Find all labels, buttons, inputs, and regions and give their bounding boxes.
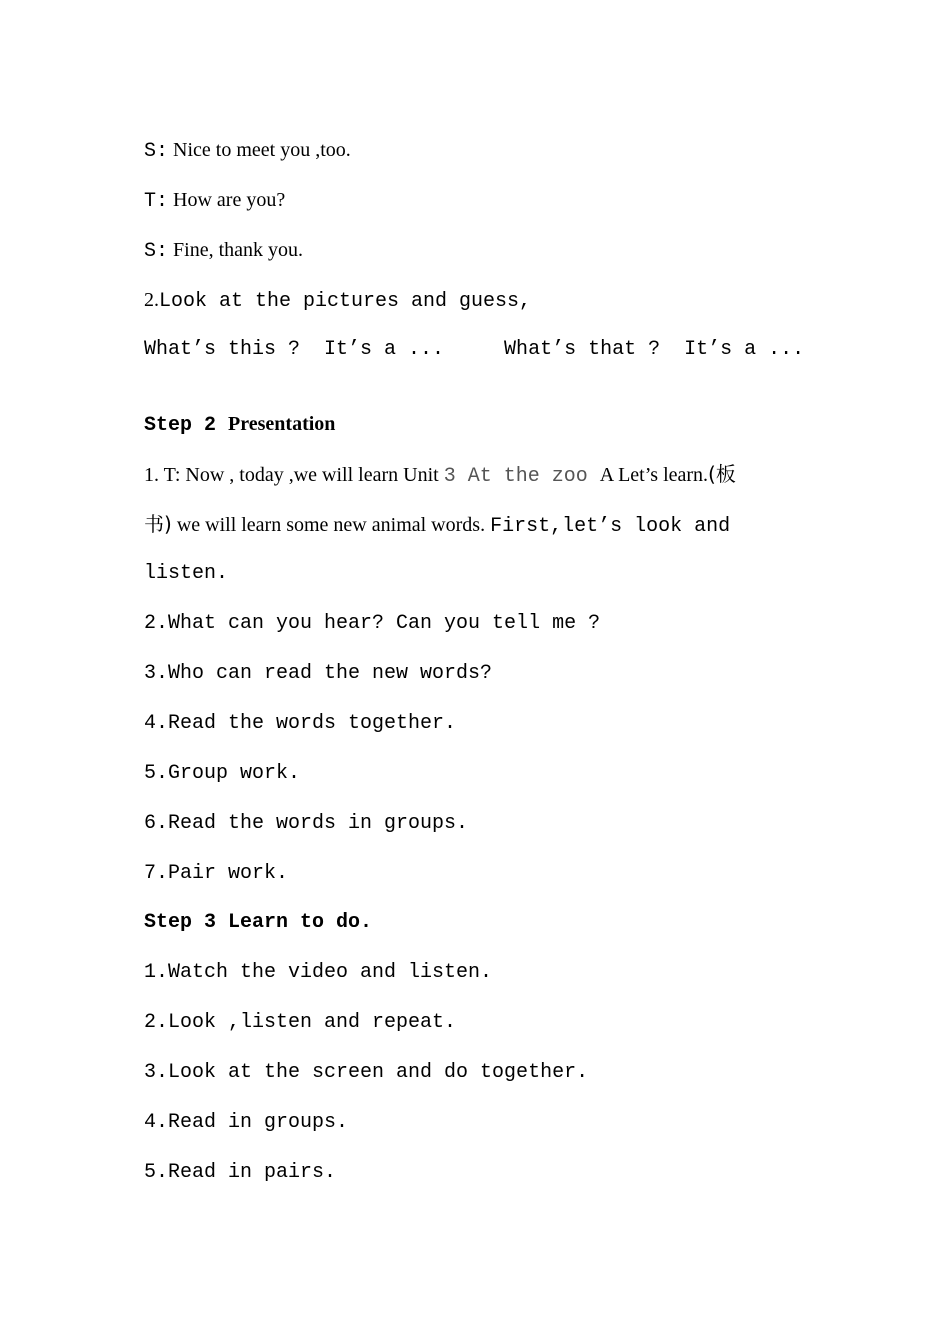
- item-text: 1. T: Now , today ,we will learn Unit: [144, 464, 444, 486]
- speaker-label: S:: [144, 240, 169, 263]
- item-text: we will learn some new animal words.: [171, 514, 491, 536]
- step2-item-1-line-2: [144, 511, 806, 540]
- chinese-note: 书): [144, 512, 172, 536]
- step2-item: 6.Read the words in groups.: [144, 812, 469, 835]
- guess-sentences: What’s this ? It’s a ... What’s that ? It’s a ...: [144, 338, 805, 361]
- step2-item: 3.Who can read the new words?: [144, 662, 493, 685]
- step3-item: 3.Look at the screen and do together.: [144, 1061, 589, 1084]
- step3-heading: Step 3 Learn to do.: [144, 911, 373, 934]
- dialogue-line: [144, 187, 806, 215]
- dialogue-text: Nice to meet you ,too.: [168, 139, 351, 161]
- item-number: 2.: [144, 289, 159, 311]
- guess-instruction: [144, 287, 806, 315]
- step2-item: 5.Group work.: [144, 762, 301, 785]
- step2-item: 4.Read the words together.: [144, 712, 457, 735]
- speaker-label: S:: [144, 140, 169, 163]
- step2-heading: [144, 411, 806, 439]
- item-text: A Let’s learn.: [599, 464, 709, 486]
- step-title: Presentation: [228, 413, 336, 435]
- chinese-note: (板: [708, 462, 736, 486]
- step3-item: 2.Look ,listen and repeat.: [144, 1011, 457, 1034]
- step-label: Step 2: [144, 414, 229, 437]
- step2-item: 7.Pair work.: [144, 862, 289, 885]
- dialogue-line: [144, 137, 806, 165]
- step3-item: 4.Read in groups.: [144, 1111, 349, 1134]
- speaker-label: T:: [144, 190, 169, 213]
- dialogue-line: [144, 237, 806, 265]
- item-text: First,let’s look and: [490, 515, 731, 538]
- step3-item: 5.Read in pairs.: [144, 1161, 337, 1184]
- step3-item: 1.Watch the video and listen.: [144, 961, 493, 984]
- item-text: Look at the pictures and guess,: [159, 290, 532, 313]
- dialogue-text: How are you?: [168, 189, 286, 211]
- step2-item-1-line-1: [144, 461, 806, 490]
- step2-item: 2.What can you hear? Can you tell me ?: [144, 612, 601, 635]
- step2-item-1-line-3: listen.: [144, 562, 229, 585]
- dialogue-text: Fine, thank you.: [168, 239, 304, 261]
- unit-title: 3 At the zoo: [443, 465, 600, 488]
